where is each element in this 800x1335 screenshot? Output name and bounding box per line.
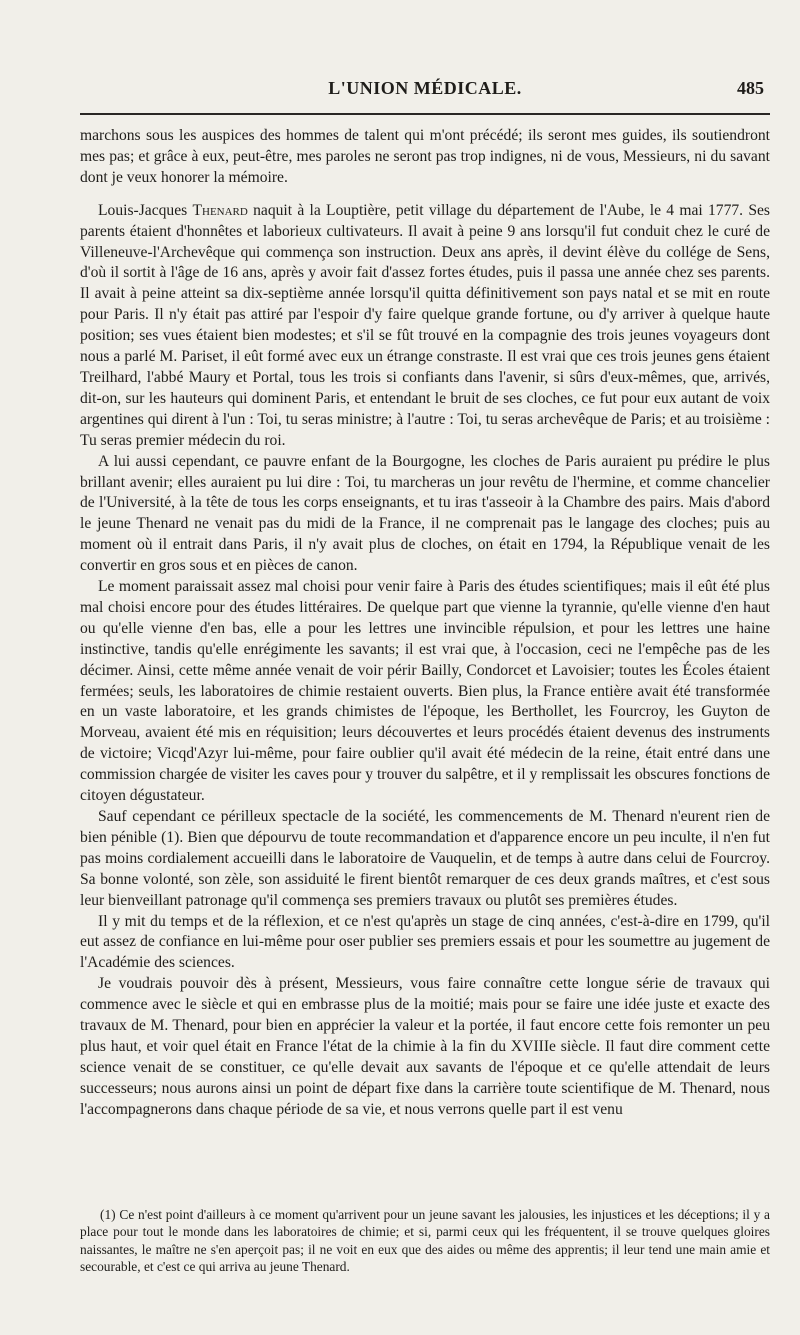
footnote — [80, 1206, 770, 1276]
subject-name: Thenard — [192, 201, 248, 219]
running-header — [80, 76, 770, 104]
header-rule — [80, 113, 770, 115]
paragraph-2-lead: Louis-Jacques — [98, 201, 193, 219]
paragraph-3: A lui aussi cependant, ce pauvre enfant de la Bourgogne, les cloches de Paris auraient pu prédire le plus brillant avenir; elles auraient pu lui dire : Toi, tu marcheras un jour revêtu de l'hermine, et comme chancelier de l'Université, à la tête de tous les corps enseignants, et tu iras t'asseoir à la Chambre des pairs. Mais d'abord le jeune Thenard ne venait pas du midi de la France, il ne comprenait pas le langage des cloches; puis au moment où il entrait dans Paris, il n'y avait plus de cloches, on était en 1794, la République venait de les convertir en gros sous et en pièces de canon. — [80, 452, 770, 575]
paragraph-5: Sauf cependant ce périlleux spectacle de la société, les commencements de M. Thenard n'eurent rien de bien pénible (1). Bien que dépourvu de toute recommandation et d'apparence encore un peu inculte, il n'en fut pas moins cordialement accueilli dans le laboratoire de Vauquelin, et de temps à autre dans celui de Fourcroy. Sa bonne volonté, son zèle, son assiduité le firent bientôt remarquer de ces deux grands maîtres, et c'est sous leur bienveillant patronage qu'il commença ses premiers travaux ou plutôt ses premières études. — [80, 808, 770, 909]
paragraph-2-body: naquit à la Louptière, petit village du département de l'Aube, le 4 mai 1777. Ses parents étaient d'honnêtes et laborieux cultivateurs. Il avait à peine 9 ans lorsqu'il fut conduit chez le curé de Villeneuve-l'Archevêque qui commença son instruction. Deux ans après, il devint élève du collége de Sens, d'où il sortit à l'âge de 16 ans, après y avoir fait d'assez fortes études, puis il passa une année chez ses parents. Il avait à peine atteint sa dix-septième année lorsqu'il quitta définitivement son pays natal et se mit en route pour Paris. Il n'y était pas attiré par l'espoir d'y faire quelque grande fortune, ou d'y arriver à quelque haute position; ses vues étaient bien modestes; et s'il se fût trouvé en la compagnie des trois jeunes voyageurs dont nous a parlé M. Pariset, il eût formé avec eux un étrange constraste. Il est vrai que ces trois jeunes gens étaient Treilhard, l'abbé Maury et Portal, tous les trois si confiants dans l'avenir, si sûrs d'eux-mêmes, que, arrivés, dit-on, sur les hauteurs qui dominent Paris, et entendant le bruit de ses cloches, ce fut pour eux autant de voix argentines qui dirent à l'un : Toi, tu seras ministre; à l'autre : Toi, tu seras archevêque de Paris; et au troisième : Tu seras premier médecin du roi. — [80, 201, 771, 449]
journal-title: L'UNION MÉDICALE. — [328, 78, 522, 98]
page-number: 485 — [737, 78, 764, 98]
paragraph-7: Je voudrais pouvoir dès à présent, Messieurs, vous faire connaître cette longue série de travaux qui commence avec le siècle et qui en embrasse plus de la moitié; mais pour se faire une idée juste et exacte des travaux de M. Thenard, pour bien en apprécier la valeur et la portée, il faut encore cette fois remonter un peu plus haut, et voir quel était en France l'état de la chimie à la fin du XVIIIe siècle. Il faut dire comment cette science venait de se constituer, ce qu'elle devait aux savants de l'époque et ce qu'elle attendait de leurs successeurs; nous aurons ainsi un point de départ fixe dans la carrière toute scientifique de M. Thenard, nous l'accompagnerons dans chaque période de sa vie, et nous verrons quelle part il est venu — [80, 975, 770, 1118]
footnote-text: (1) Ce n'est point d'ailleurs à ce moment qu'arrivent pour un jeune savant les jalousies, les injustices et les déceptions; il y a place pour tout le monde dans les laboratoires de chimie; et si, parmi ceux qui les fréquentent, il se trouve quelques gloires naissantes, le maître ne s'en aperçoit pas; il ne voit en eux que des aides ou même des apprentis; il leur tend une main amie et secourable, et c'est ce qui arriva au jeune Thenard. — [80, 1207, 770, 1275]
paragraph-1: marchons sous les auspices des hommes de talent qui m'ont précédé; ils seront mes guides, ils soutiendront mes pas; et grâce à eux, peut-être, mes paroles ne seront pas trop indignes, ni de vous, Messieurs, ni du savant dont je veux honorer la mémoire. — [80, 127, 770, 186]
paragraph-2 — [80, 201, 770, 452]
paragraph-6: Il y mit du temps et de la réflexion, et ce n'est qu'après un stage de cinq années, c'est-à-dire en 1799, qu'il eut assez de confiance en lui-même pour oser publier ses premiers essais et pour les soumettre au jugement de l'Académie des sciences. — [80, 912, 770, 972]
paragraph-4: Le moment paraissait assez mal choisi pour venir faire à Paris des études scientifiques; mais il eût été plus mal choisi encore pour des études littéraires. De quelque part que vienne la tyrannie, qu'elle vienne d'en haut ou qu'elle vienne d'en bas, elle a pour les lettres une invincible répulsion, et pour les lettres une haine instinctive, tandis qu'elle enrégimente les savants; il est vrai que, à l'occasion, ceci ne l'empêche pas de les décimer. Ainsi, cette même année venait de voir périr Bailly, Condorcet et Lavoisier; toutes les Écoles étaient fermées; seuls, les laboratoires de chimie restaient ouverts. Bien plus, la France entière avait été transformée en un vaste laboratoire, et les grands chimistes de l'époque, les Berthollet, les Fourcroy, les Guyton de Morveau, avaient été mis en réquisition; leurs découvertes et leurs procédés étaient devenus des instruments de victoire; Vicqd'Azyr lui-même, pour faire oublier qu'il avait été médecin de la reine, était entré dans une commission chargée de visiter les caves pour y trouver du salpêtre, et il y remplissait les obscures fonctions de citoyen dégustateur. — [80, 578, 770, 805]
body-text — [80, 126, 770, 1121]
